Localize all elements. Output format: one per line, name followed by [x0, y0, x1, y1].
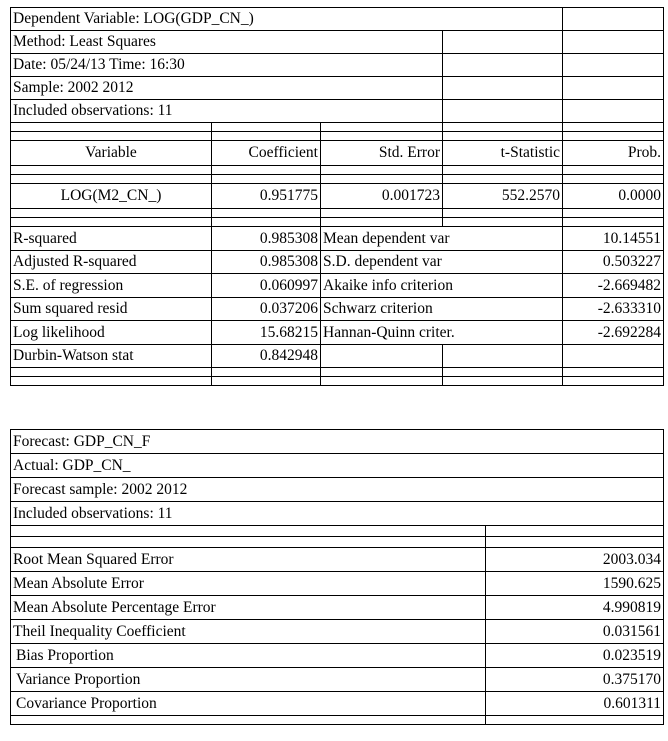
forecast-stat-row: [11, 644, 664, 668]
header-row: [11, 31, 664, 54]
stat-label: S.E. of regression: [11, 274, 212, 298]
header-row: [11, 54, 664, 77]
spacer-row: [11, 368, 664, 377]
spacer-row: [11, 166, 664, 175]
col-header-t-statistic: t-Statistic: [443, 141, 563, 166]
t-statistic-value: 552.2570: [443, 184, 563, 209]
header-row: [11, 478, 664, 502]
forecast-stat-value: 4.990819: [486, 596, 664, 620]
stat-value: 10.14551: [563, 227, 664, 251]
stat-label: Adjusted R-squared: [11, 251, 212, 274]
stat-label: Hannan-Quinn criter.: [321, 321, 563, 345]
stat-label: S.D. dependent var: [321, 251, 563, 274]
spacer-row: [11, 716, 664, 725]
forecast-stat-value: 0.601311: [486, 692, 664, 716]
header-row: [11, 454, 664, 478]
spacer-row: [11, 377, 664, 386]
stat-label: Akaike info criterion: [321, 274, 563, 298]
stat-value: 0.060997: [212, 274, 321, 298]
stat-row: [11, 227, 664, 251]
header-dependent-variable: Dependent Variable: LOG(GDP_CN_): [11, 8, 563, 31]
stat-row: [11, 251, 664, 274]
forecast-stat-value: 2003.034: [486, 548, 664, 572]
stat-row: [11, 274, 664, 298]
col-header-coefficient: Coefficient: [212, 141, 321, 166]
forecast-stat-row: [11, 596, 664, 620]
stat-value: -2.633310: [563, 298, 664, 321]
stat-value: 0.985308: [212, 251, 321, 274]
header-row: [11, 430, 664, 454]
forecast-stat-label: Variance Proportion: [11, 668, 486, 692]
spacer-row: [11, 537, 664, 548]
forecast-stat-value: 0.375170: [486, 668, 664, 692]
stat-label: Sum squared resid: [11, 298, 212, 321]
forecast-stat-value: 1590.625: [486, 572, 664, 596]
header-date: Date: 05/24/13 Time: 16:30: [11, 54, 443, 77]
col-header-std-error: Std. Error: [321, 141, 443, 166]
stat-label: Durbin-Watson stat: [11, 345, 212, 368]
stat-row: [11, 321, 664, 345]
forecast-stat-row: [11, 548, 664, 572]
header-row: [11, 8, 664, 31]
forecast-stat-row: [11, 668, 664, 692]
stat-label: Schwarz criterion: [321, 298, 563, 321]
spacer-row: [11, 218, 664, 227]
column-header-row: [11, 141, 664, 166]
forecast-output-table: [10, 429, 664, 725]
stat-label: R-squared: [11, 227, 212, 251]
forecast-stat-label: Mean Absolute Error: [11, 572, 486, 596]
header-row: [11, 100, 664, 123]
header-forecast: Forecast: GDP_CN_F: [11, 430, 664, 454]
header-row: [11, 77, 664, 100]
forecast-stat-label: Mean Absolute Percentage Error: [11, 596, 486, 620]
spacer-row: [11, 123, 664, 132]
forecast-stat-label: Covariance Proportion: [11, 692, 486, 716]
stat-value: 0.985308: [212, 227, 321, 251]
header-observations: Included observations: 11: [11, 100, 443, 123]
header-method: Method: Least Squares: [11, 31, 443, 54]
col-header-prob: Prob.: [563, 141, 664, 166]
stat-row: [11, 298, 664, 321]
stat-row: [11, 345, 664, 368]
spacer-row: [11, 175, 664, 184]
header-observations: Included observations: 11: [11, 502, 664, 526]
stat-value: -2.692284: [563, 321, 664, 345]
col-header-variable: Variable: [11, 141, 212, 166]
forecast-stat-label: Bias Proportion: [11, 644, 486, 668]
forecast-stat-label: Root Mean Squared Error: [11, 548, 486, 572]
regression-output-table: [10, 7, 664, 386]
forecast-stat-value: 0.023519: [486, 644, 664, 668]
stat-label: Log likelihood: [11, 321, 212, 345]
spacer-row: [11, 209, 664, 218]
forecast-stat-value: 0.031561: [486, 620, 664, 644]
spacer-row: [11, 132, 664, 141]
stat-value: -2.669482: [563, 274, 664, 298]
forecast-stat-row: [11, 620, 664, 644]
forecast-stat-row: [11, 692, 664, 716]
stat-value: 0.037206: [212, 298, 321, 321]
prob-value: 0.0000: [563, 184, 664, 209]
coefficient-value: 0.951775: [212, 184, 321, 209]
coefficient-row: [11, 184, 664, 209]
spacer-row: [11, 526, 664, 537]
header-sample: Sample: 2002 2012: [11, 77, 443, 100]
variable-name: LOG(M2_CN_): [11, 184, 212, 209]
stat-label: Mean dependent var: [321, 227, 563, 251]
header-row: [11, 502, 664, 526]
stat-value: 15.68215: [212, 321, 321, 345]
forecast-stat-label: Theil Inequality Coefficient: [11, 620, 486, 644]
header-forecast-sample: Forecast sample: 2002 2012: [11, 478, 664, 502]
forecast-stat-row: [11, 572, 664, 596]
stat-value: 0.503227: [563, 251, 664, 274]
std-error-value: 0.001723: [321, 184, 443, 209]
stat-value: 0.842948: [212, 345, 321, 368]
header-actual: Actual: GDP_CN_: [11, 454, 664, 478]
